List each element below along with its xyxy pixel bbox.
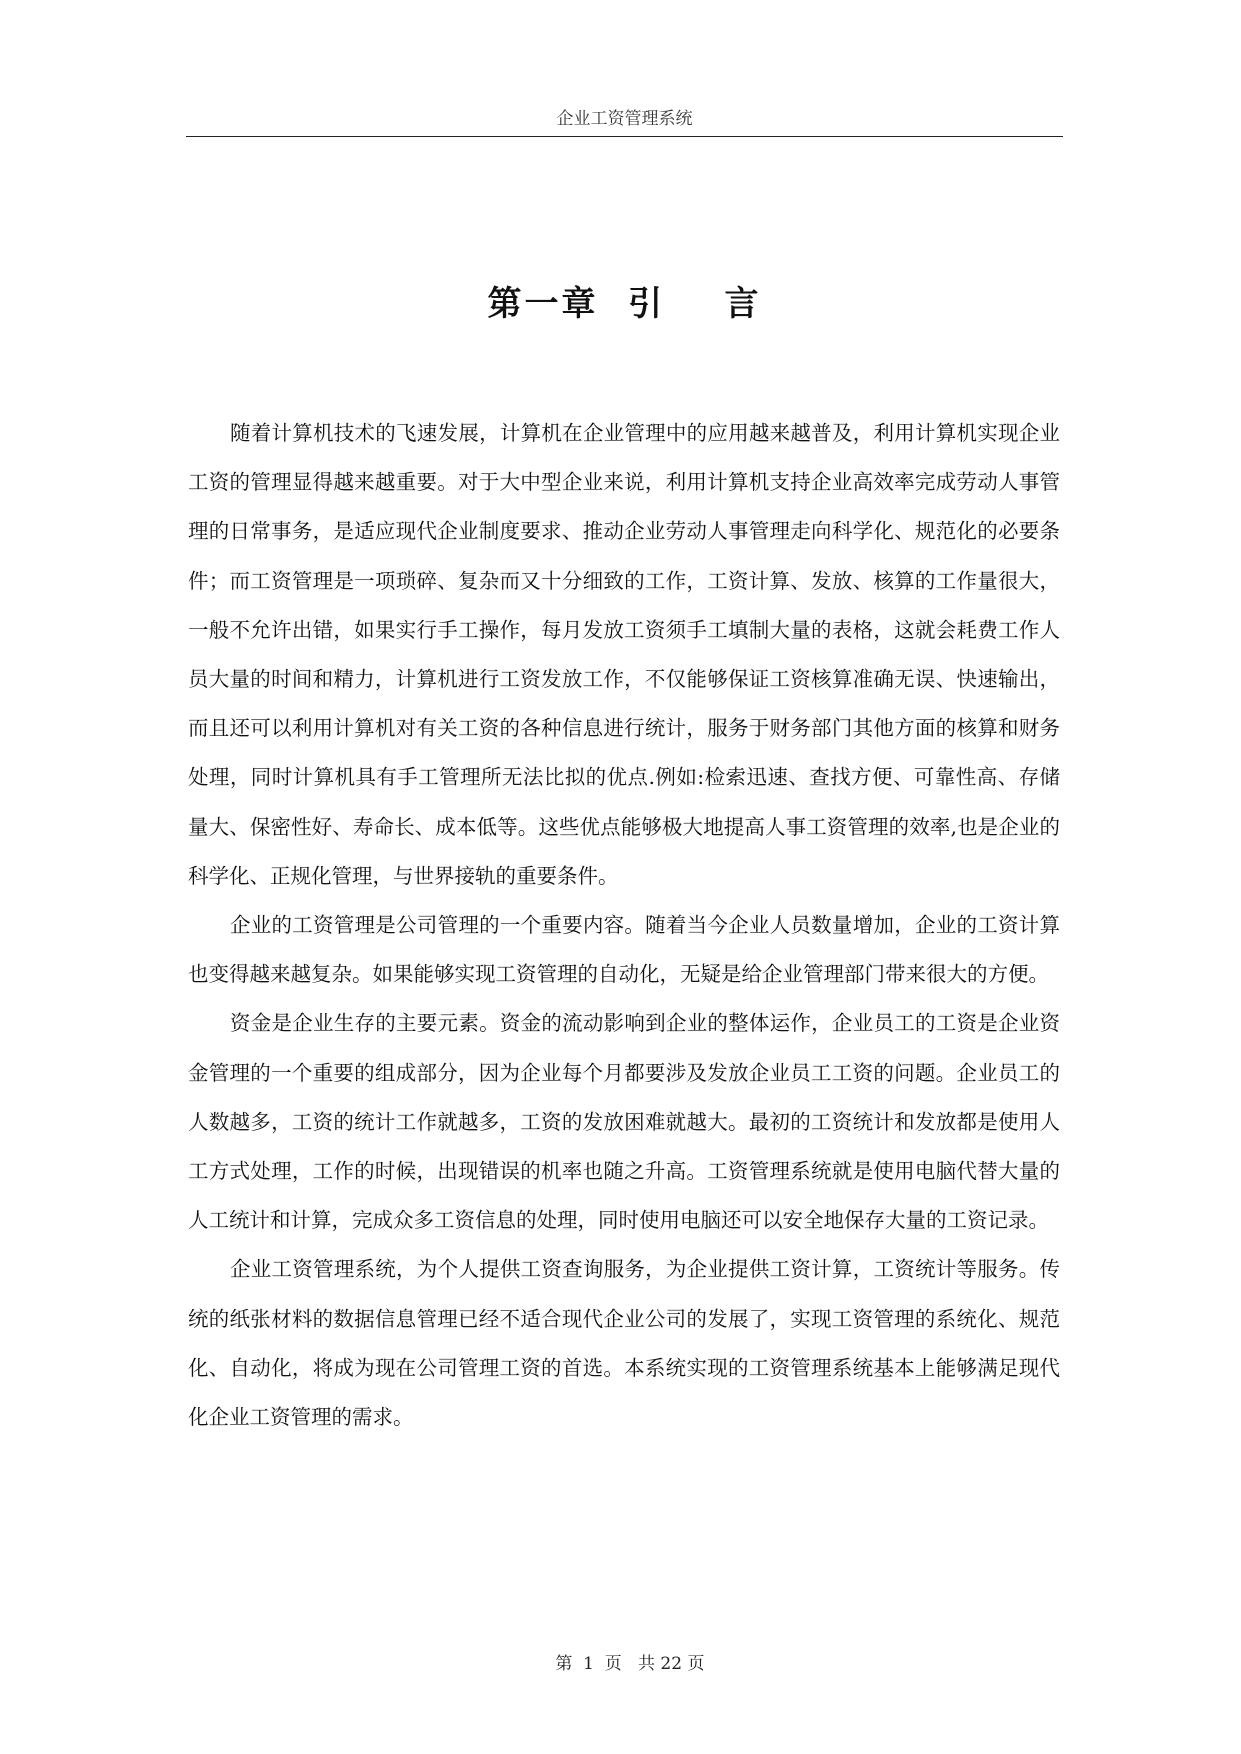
page-footer [186,1628,1063,1676]
paragraph: 资金是企业生存的主要元素。资金的流动影响到企业的整体运作，企业员工的工资是企业资金管理的一个重要的组成部分，因为企业每个月都要涉及发放企业员工工资的问题。企业员工的人数越多，工资的统计工作就越多，工资的发放困难就越大。最初的工资统计和发放都是使用人工方式处理，工作的时候，出现错误的机率也随之升高。工资管理系统就是使用电脑代替大量的人工统计和计算，完成众多工资信息的处理，同时使用电脑还可以安全地保存大量的工资记录。 [188,1011,1060,1233]
paragraph: 企业工资管理系统，为个人提供工资查询服务，为企业提供工资计算，工资统计等服务。传统的纸张材料的数据信息管理已经不适合现代企业公司的发展了，实现工资管理的系统化、规范化、自动化，将成为现在公司管理工资的首选。本系统实现的工资管理系统基本上能够满足现代化企业工资管理的需求。 [188,1257,1060,1430]
paragraph: 企业的工资管理是公司管理的一个重要内容。随着当今企业人员数量增加，企业的工资计算也变得越来越复杂。如果能够实现工资管理的自动化，无疑是给企业管理部门带来很大的方便。 [188,913,1060,987]
page-number-label: 第 1 页 共 22 页 [555,1654,705,1674]
header-title: 企业工资管理系统 [556,109,693,129]
paragraph: 随着计算机技术的飞速发展，计算机在企业管理中的应用越来越普及，利用计算机实现企业工资的管理显得越来越重要。对于大中型企业来说，利用计算机支持企业高效率完成劳动人事管理的日常事务，是适应现代企业制度要求、推动企业劳动人事管理走向科学化、规范化的必要条件；而工资管理是一项琐碎、复杂而又十分细致的工作，工资计算、发放、核算的工作量很大，一般不允许出错，如果实行手工操作，每月发放工资须手工填制大量的表格，这就会耗费工作人员大量的时间和精力，计算机进行工资发放工作，不仅能够保证工资核算准确无误、快速输出，而且还可以利用计算机对有关工资的各种信息进行统计，服务于财务部门其他方面的核算和财务处理，同时计算机具有手工管理所无法比拟的优点.例如:检索迅速、查找方便、可靠性高、存储量大、保密性好、寿命长、成本低等。这些优点能够极大地提高人事工资管理的效率,也是企业的科学化、正规化管理，与世界接轨的重要条件。 [188,421,1060,888]
chapter-title: 第一章 引 言 [487,284,762,324]
page-header [186,108,1063,137]
body-text [188,409,1060,1442]
